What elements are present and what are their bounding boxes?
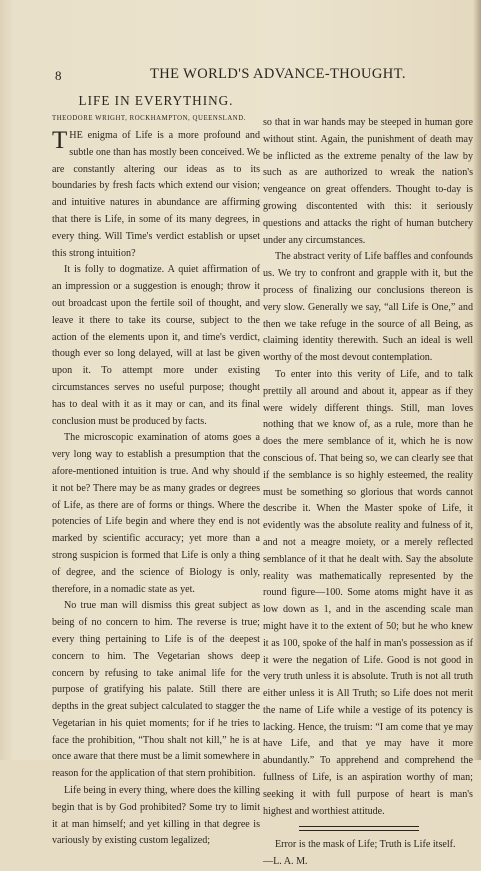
first-paragraph	[52, 128, 260, 262]
running-head: THE WORLD'S ADVANCE-THOUGHT.	[150, 66, 406, 82]
paragraph: No true man will dismiss this great subject as being of no concern to him. The reverse is true; every thing pertaining to Life is of the deepest concern to him. The Vegetarian shows deep concern by refusing to take animal life for the purpose of gratifying his palate. Still there are depths in the great subject calculated to stagger the Vegetarian in his quiet moments; for if he tries to face the prohibition, “Thou shalt not kill,” he is at once aware that there must be a limit somewhere in reason for the application of that stern prohibition.	[52, 600, 260, 780]
paragraph: To enter into this verity of Life, and to talk prettily all around and about it, appear as if they were widely different things. Still, man loves nothing that we know of, as a rule, more than he does the mere semblance of it, which he is now conscious of. That being so, we can clearly see that if the semblance is so highly esteemed, the reality must be something so glorious that words cannot describe it. When the Master spoke of Life, it evidently was the absolute reality and fulness of it, and not a meagre moiety, or a merely reflected semblance of it that he dealt with. Say the absolute reality was mathematically represented by the round figure—100. Some atoms might have it as low down as 1, and in the ascending scale man might have it to the extent of 50; but he who knew it as 100, spoke of the half in man's possession as if it were the negation of Life. Good is not good in very truth unless it is absolute. Truth is not all truth either unless it is All Truth; so Life does not merit the name of Life while a vestige of its potency is lacking. Hence, the truism: “I am come that ye may have Life, and that ye may have it more abundantly.” To apprehend and comprehend the fullness of Life, is an aspiration worthy of man; seeking it with full purpose of heart is man's highest and worthiest attitude.	[263, 368, 473, 817]
page-number: 8	[55, 68, 62, 83]
quote-attribution: —L. A. M.	[263, 856, 308, 868]
paragraph: The abstract verity of Life baffles and confounds us. We try to confront and grapple with it, but the process of finalizing our conclusions thereon is very slow. Generally we say, “all Life is One,” and then we take refuge in the source of all Being, as claiming identity therewith. Such an ideal is well worthy of the most devout contemplation.	[263, 251, 473, 364]
section-divider	[299, 826, 419, 831]
paragraph: so that in war hands may be steeped in human gore without stint. Again, the punishment of death may be inflicted as the extreme penalty of the law by such as are authorized to wreak the nation's vengeance on great offenders. Thought to-day is growing discontented with this: it seriously questions and attacks the right of human butchery under any circumstances.	[263, 117, 473, 246]
page-spine-shadow	[473, 0, 481, 760]
quote-text: Error is the mask of Life; Truth is Life itself.	[275, 839, 456, 851]
paragraph: The microscopic examination of atoms goes a very long way to establish a presumption that the afore-mentioned intuition is true. And why should it not be? There may be as many grades or degrees of Life, as there are of forms or things. Where the potencies of Life begin and where they end is not marked by scientific accuracy; yet more than a strong suspicion is formed that Life is only a thing of degree, and the science of Biology is only, therefore, in a nomadic state as yet.	[52, 432, 260, 595]
article-byline: THEODORE WRIGHT, ROCKHAMPTON, QUEENSLAND.	[52, 115, 246, 122]
paragraph: Life being in every thing, where does the killing begin that is by God prohibited? Some try to limit it at man himself; and yet killing in that degree is variously by existing custom legalized;	[52, 785, 260, 847]
right-column	[263, 115, 473, 871]
first-paragraph-text: HE enigma of Life is a more profound and subtle one than has mostly been conceived. We are constantly altering our ideas as to its boundaries by fresh facts which extend our vision; and intuitive natures in abundance are affirming that there is Life, in some of its many degrees, in every thing. Will Time's verdict establish or upset this strong intuition?	[52, 130, 260, 259]
left-column	[52, 92, 260, 850]
article-title: LIFE IN EVERYTHING.	[78, 93, 234, 108]
drop-cap: T	[52, 127, 68, 154]
page-header	[0, 64, 481, 84]
paragraph: It is folly to dogmatize. A quiet affirmation of an impression or a suggestion is enough; throw it out broadcast upon the fertile soil of thought, and leave it there to take its course, subject to the action of the elements upon it, and time's verdict, though ever so long delayed, will at last be given upon it. To attempt more under existing circumstances serves no useful purpose; thought has to deal with it as it may or can, and its final conclusion must be produced by facts.	[52, 264, 260, 427]
